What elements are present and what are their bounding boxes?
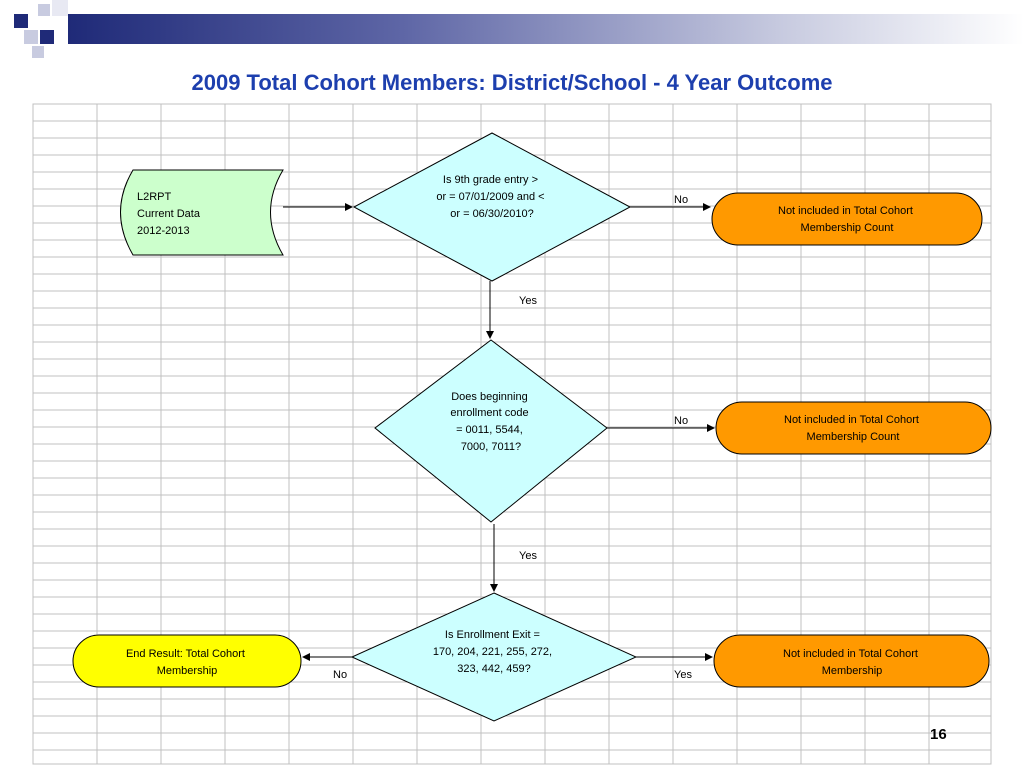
decision-3-line-2: 170, 204, 221, 255, 272, bbox=[432, 646, 553, 658]
outcome-3-line-1: Not included in Total Cohort bbox=[783, 648, 918, 660]
source-line-1: L2RPT bbox=[137, 191, 172, 203]
decision-3-line-3: 323, 442, 459? bbox=[457, 663, 531, 675]
outcome-1-line-1: Not included in Total Cohort bbox=[778, 205, 913, 217]
outcome-not-included-3 bbox=[714, 635, 989, 687]
edge-label-d1-yes: Yes bbox=[519, 295, 537, 307]
decision-1-line-3: or = 06/30/2010? bbox=[450, 208, 534, 220]
decision-1-line-2: or = 07/01/2009 and < bbox=[436, 191, 545, 203]
edge-label-d2-yes: Yes bbox=[519, 550, 537, 562]
decision-2-line-1: Does beginning bbox=[451, 391, 528, 403]
page-title: 2009 Total Cohort Members: District/School - 4 Year Outcome bbox=[191, 70, 833, 95]
outcome-2-line-1: Not included in Total Cohort bbox=[784, 414, 919, 426]
decision-2-line-4: 7000, 7011? bbox=[460, 441, 522, 453]
end-result-line-2: Membership bbox=[156, 665, 218, 677]
decision-3-line-1: Is Enrollment Exit = bbox=[444, 629, 541, 641]
decision-1-label bbox=[436, 174, 547, 220]
end-result-line-1: End Result: Total Cohort bbox=[125, 648, 245, 660]
source-line-2: Current Data bbox=[137, 208, 200, 220]
page-number: 16 bbox=[930, 726, 947, 743]
source-line-3: 2012-2013 bbox=[137, 225, 190, 237]
edge-label-d1-no: No bbox=[674, 194, 689, 206]
decision-1-line-1: Is 9th grade entry > bbox=[442, 174, 539, 186]
outcome-not-included-1 bbox=[712, 193, 982, 245]
outcome-not-included-2 bbox=[716, 402, 991, 454]
decision-2-line-3: = 0011, 5544, bbox=[456, 424, 523, 436]
decision-2-line-2: enrollment code bbox=[450, 407, 529, 419]
edge-label-d3-no: No bbox=[333, 669, 348, 681]
outcome-1-line-2: Membership Count bbox=[800, 222, 894, 234]
edge-label-d3-yes: Yes bbox=[674, 669, 692, 681]
outcome-3-line-2: Membership bbox=[821, 665, 883, 677]
edge-label-d2-no: No bbox=[674, 415, 689, 427]
end-result-total-cohort bbox=[73, 635, 301, 687]
outcome-2-line-2: Membership Count bbox=[806, 431, 900, 443]
